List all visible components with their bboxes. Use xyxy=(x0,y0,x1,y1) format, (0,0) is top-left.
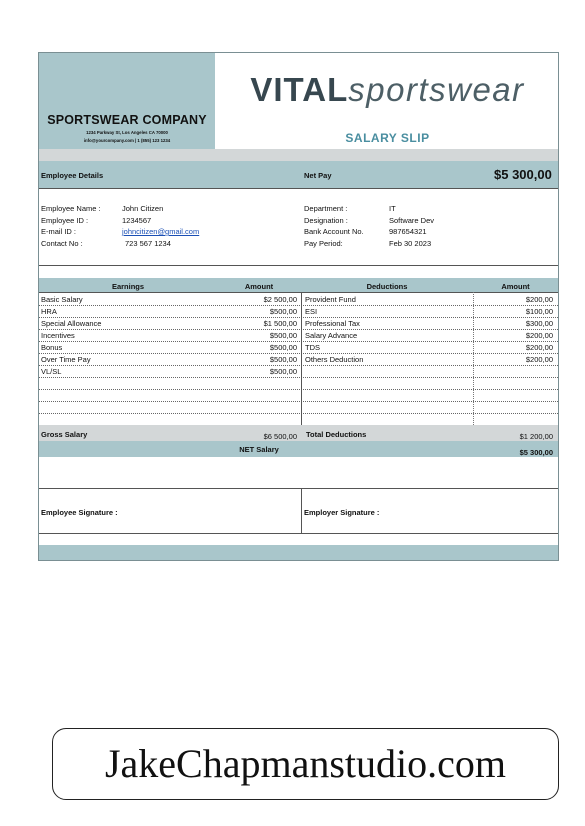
info-label: Department : xyxy=(304,204,348,213)
brand-light: sportswear xyxy=(348,71,525,108)
row-line xyxy=(39,365,558,366)
column-divider xyxy=(301,292,302,425)
earning-name: Incentives xyxy=(41,331,75,340)
earning-name: Bonus xyxy=(41,343,63,352)
deduction-amount: $200,00 xyxy=(525,355,553,364)
deduction-name: TDS xyxy=(305,343,320,352)
employer-signature-label: Employer Signature : xyxy=(304,508,380,517)
deductions-header: Deductions xyxy=(366,282,408,291)
deduction-amount: $200,00 xyxy=(525,295,553,304)
employee-id: 1234567 xyxy=(122,215,152,225)
watermark-footer: JakeChapmanstudio.com xyxy=(52,728,559,800)
earning-amount: $500,00 xyxy=(269,343,297,352)
brand-bold: VITAL xyxy=(250,71,349,108)
brand-logo xyxy=(215,71,560,109)
gross-salary-label: Gross Salary xyxy=(41,430,88,439)
deduction-amount: $100,00 xyxy=(525,307,553,316)
row-line xyxy=(39,329,558,330)
slip-title: SALARY SLIP xyxy=(345,131,430,145)
earnings-amount-header: Amount xyxy=(244,282,274,291)
net-salary-value: $5 300,00 xyxy=(519,448,553,457)
signature-divider xyxy=(301,488,302,533)
job-info-values xyxy=(389,203,434,249)
details-divider xyxy=(39,188,558,189)
row-line xyxy=(39,341,558,342)
total-deductions-label: Total Deductions xyxy=(306,430,367,439)
row-line xyxy=(39,317,558,318)
pay-period: Feb 30 2023 xyxy=(389,238,432,248)
employee-contact: 723 567 1234 xyxy=(125,238,171,248)
header-separator-band xyxy=(39,149,558,161)
info-label: Designation : xyxy=(304,215,348,225)
employee-info-values xyxy=(122,203,199,249)
info-label: Employee Name : xyxy=(41,204,101,213)
earning-amount: $500,00 xyxy=(269,367,297,376)
earning-amount: $500,00 xyxy=(269,355,297,364)
salary-slip xyxy=(38,52,559,561)
row-line xyxy=(39,401,558,402)
job-info-labels xyxy=(304,203,364,249)
deduction-amount: $300,00 xyxy=(525,319,553,328)
employee-details-band xyxy=(39,161,558,188)
earning-name: VL/SL xyxy=(41,367,62,376)
deduction-name: Professional Tax xyxy=(305,319,360,328)
row-line xyxy=(39,353,558,354)
bottom-band xyxy=(39,545,558,560)
info-divider xyxy=(39,265,558,266)
bank-account: 987654321 xyxy=(389,227,427,236)
earning-name: Over Time Pay xyxy=(41,355,91,364)
row-line xyxy=(39,305,558,306)
table-top-line xyxy=(39,292,558,293)
deductions-amount-header: Amount xyxy=(501,282,530,291)
company-contact: info@yourcompany.com | 1 (855) 123 1234 xyxy=(83,138,171,143)
net-pay-value: $5 300,00 xyxy=(494,167,552,182)
info-label: Pay Period: xyxy=(304,238,343,248)
net-pay-label: Net Pay xyxy=(304,171,332,180)
info-label: E-mail ID : xyxy=(41,227,77,236)
total-deductions-value: $1 200,00 xyxy=(519,432,553,441)
earnings-header: Earnings xyxy=(111,282,145,291)
row-line xyxy=(39,389,558,390)
deduction-name: Salary Advance xyxy=(305,331,358,340)
department: IT xyxy=(389,204,396,213)
employee-info-labels xyxy=(41,203,101,249)
info-label: Employee ID : xyxy=(41,215,89,225)
earning-amount: $500,00 xyxy=(269,307,297,316)
deduction-name: Provident Fund xyxy=(305,295,356,304)
employee-details-label: Employee Details xyxy=(41,171,104,180)
signature-top-line xyxy=(39,488,558,489)
earning-amount: $1 500,00 xyxy=(263,319,297,328)
company-name: SPORTSWEAR COMPANY xyxy=(47,113,207,127)
row-line xyxy=(39,413,558,414)
gross-salary-value: $6 500,00 xyxy=(263,432,297,441)
designation: Software Dev xyxy=(389,215,435,225)
info-label: Contact No : xyxy=(41,238,83,248)
earning-amount: $500,00 xyxy=(269,331,297,340)
row-line xyxy=(39,377,558,378)
earning-name: HRA xyxy=(41,307,57,316)
earning-name: Basic Salary xyxy=(41,295,83,304)
earning-name: Special Allowance xyxy=(41,319,102,328)
deduction-amount: $200,00 xyxy=(525,343,553,352)
employee-name: John Citizen xyxy=(122,204,164,213)
earning-amount: $2 500,00 xyxy=(263,295,297,304)
company-address: 1234 Parkway St, Los Angeles CA 70000 xyxy=(86,130,168,135)
info-label: Bank Account No. xyxy=(304,227,364,236)
deduction-amount: $200,00 xyxy=(525,331,553,340)
employee-email-link[interactable]: johncitizen@gmail.com xyxy=(122,227,200,236)
employee-signature-label: Employee Signature : xyxy=(41,508,118,517)
signature-bottom-line xyxy=(39,533,558,534)
deduction-name: Others Deduction xyxy=(305,355,364,364)
deduction-name: ESI xyxy=(305,307,318,316)
net-salary-label: NET Salary xyxy=(239,445,279,454)
